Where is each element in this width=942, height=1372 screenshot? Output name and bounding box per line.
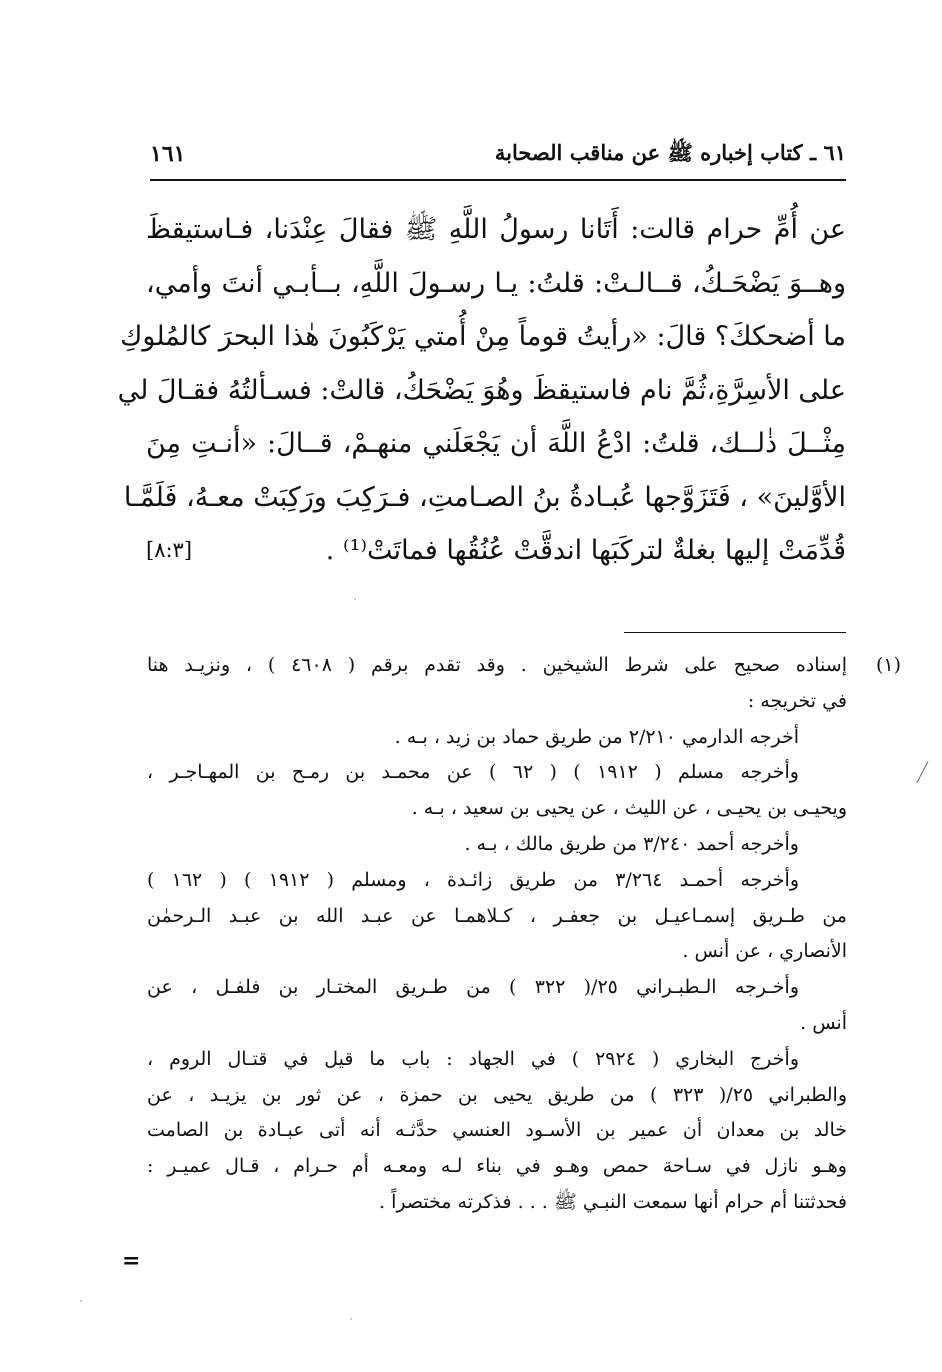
page-number: ١٦١ — [150, 141, 186, 167]
scan-speck — [80, 1300, 82, 1302]
text-line: عن أُمِّ حرام قالت: أَتَانا رسولُ اللَّهِ ﷺ فقالَ عِنْدَنا، فـاستيقظَ — [146, 214, 846, 245]
text-line: ما أضحككَ؟ قالَ: «رأيتُ قوماً مِنْ أُمتي يَرْكَبُونَ هٰذا البحرَ كالمُلوكِ — [120, 321, 846, 352]
header-divider — [150, 179, 846, 181]
scan-speck — [354, 598, 356, 600]
footnote-line: وأخـرجه الـطبـراني ٢٥/( ٣٢٢ ) من طـريق المختـار بن فلفـل ، عن — [147, 976, 800, 999]
footnote-marker: (١) — [875, 654, 901, 676]
footnote-line: وهـو نازل في سـاحة حمص وهـو في بناء لـه ومعـه أم حـرام ، قـال عميـر : — [147, 1155, 847, 1178]
footnote-line: خالد بن معدان أن عمير بن الأسـود العنسي حدَّثـه أنه أتى عبـادة بن الصامت — [147, 1119, 847, 1142]
footnote-line: وأخرج البخاري ( ٢٩٢٤ ) في الجهاد : باب ما قيل في قتـال الروم ، — [147, 1047, 799, 1070]
footnote-divider — [624, 632, 846, 633]
text-line: الأوَّلينَ» ، فَتَزَوَّجها عُبـادةُ بنُ الصـامتِ، فـرَكِبَ ورَكِبَتْ معـهُ، فَلَمَّـا — [123, 481, 846, 513]
scan-artifact — [916, 761, 928, 783]
continuation-mark: = — [122, 1248, 141, 1274]
text-line: مِثْــلَ ذٰلــك، قلتُ: ادْعُ اللَّهَ أن يَجْعَلَني منهـمْ، قــالَ: «أنـتِ مِنَ — [146, 428, 846, 459]
footnote-line: أنس . — [800, 1011, 847, 1034]
footnote-line: في تخريجه : — [747, 689, 847, 712]
footnote-line: ويحيـى بن يحيـى ، عن الليث ، عن يحيى بن سعيد ، بـه . — [411, 797, 847, 820]
footnote-line: والطبراني ٢٥/( ٣٢٣ ) من طريق يحيى بن حمزة ، عن ثور بن يزيـد ، عن — [147, 1083, 847, 1106]
scan-speck — [350, 1318, 352, 1320]
footnote-line: وأخرجه أحمـد ٣/٢٦٤ من طريق زائـدة ، ومسلم ( ١٩١٢ ) ( ١٦٢ ) — [147, 868, 799, 891]
hadith-text — [117, 203, 846, 578]
footnote-line: وأخرجه مسلم ( ١٩١٢ ) ( ٦٢ ) عن محمـد بن رمـح بن المهـاجـر ، — [147, 761, 799, 784]
text-line: على الأسِرَّةِ،ثُمَّ نام فاستيقظَ وهُوَ يَضْحَكُ، قالتْ: فسـألتُهُ فقـالَ لي — [117, 374, 846, 406]
chapter-title: ٦١ ـ كتاب إخباره ﷺ عن مناقب الصحابة — [494, 140, 846, 165]
text-line: وهــوَ يَضْحَـكُ، قــالـتْ: قلتُ: يـا رسـولَ اللَّهِ، بــأبـي أنتَ وأمي، — [146, 267, 846, 299]
footnote-line: وأخرجه أحمد ٣/٢٤٠ من طريق مالك ، بـه . — [464, 832, 799, 855]
footnote-line: من طـريق إسمـاعيـل بن جعفـر ، كـلاهمـا عن عبـد الله بن عبـد الـرحمٰن — [147, 904, 847, 927]
footnote-line: إسناده صحيح على شرط الشيخين . وقد تقدم برقم ( ٤٦٠٨ ) ، ونزيـد هنا — [147, 654, 847, 676]
hadith-reference: [٨:٣] — [146, 538, 193, 562]
footnote-line: فحدثتنا أم حرام أنها سمعت النبـي ﷺ . . . فذكرته مختصراً . — [378, 1190, 847, 1213]
footnote-line: الأنصاري ، عن أنس . — [682, 940, 847, 963]
text-line-content: قُدِّمَتْ إليها بغلةٌ لتركَبَها اندقَّتْ عُنُقُها فماتَتْ⁽¹⁾ . — [325, 535, 846, 566]
text-line — [146, 524, 846, 578]
footnote-line: أخرجه الدارمي ٢/٢١٠ من طريق حماد بن زيد ، بـه . — [394, 725, 799, 748]
footnotes — [147, 648, 901, 1221]
